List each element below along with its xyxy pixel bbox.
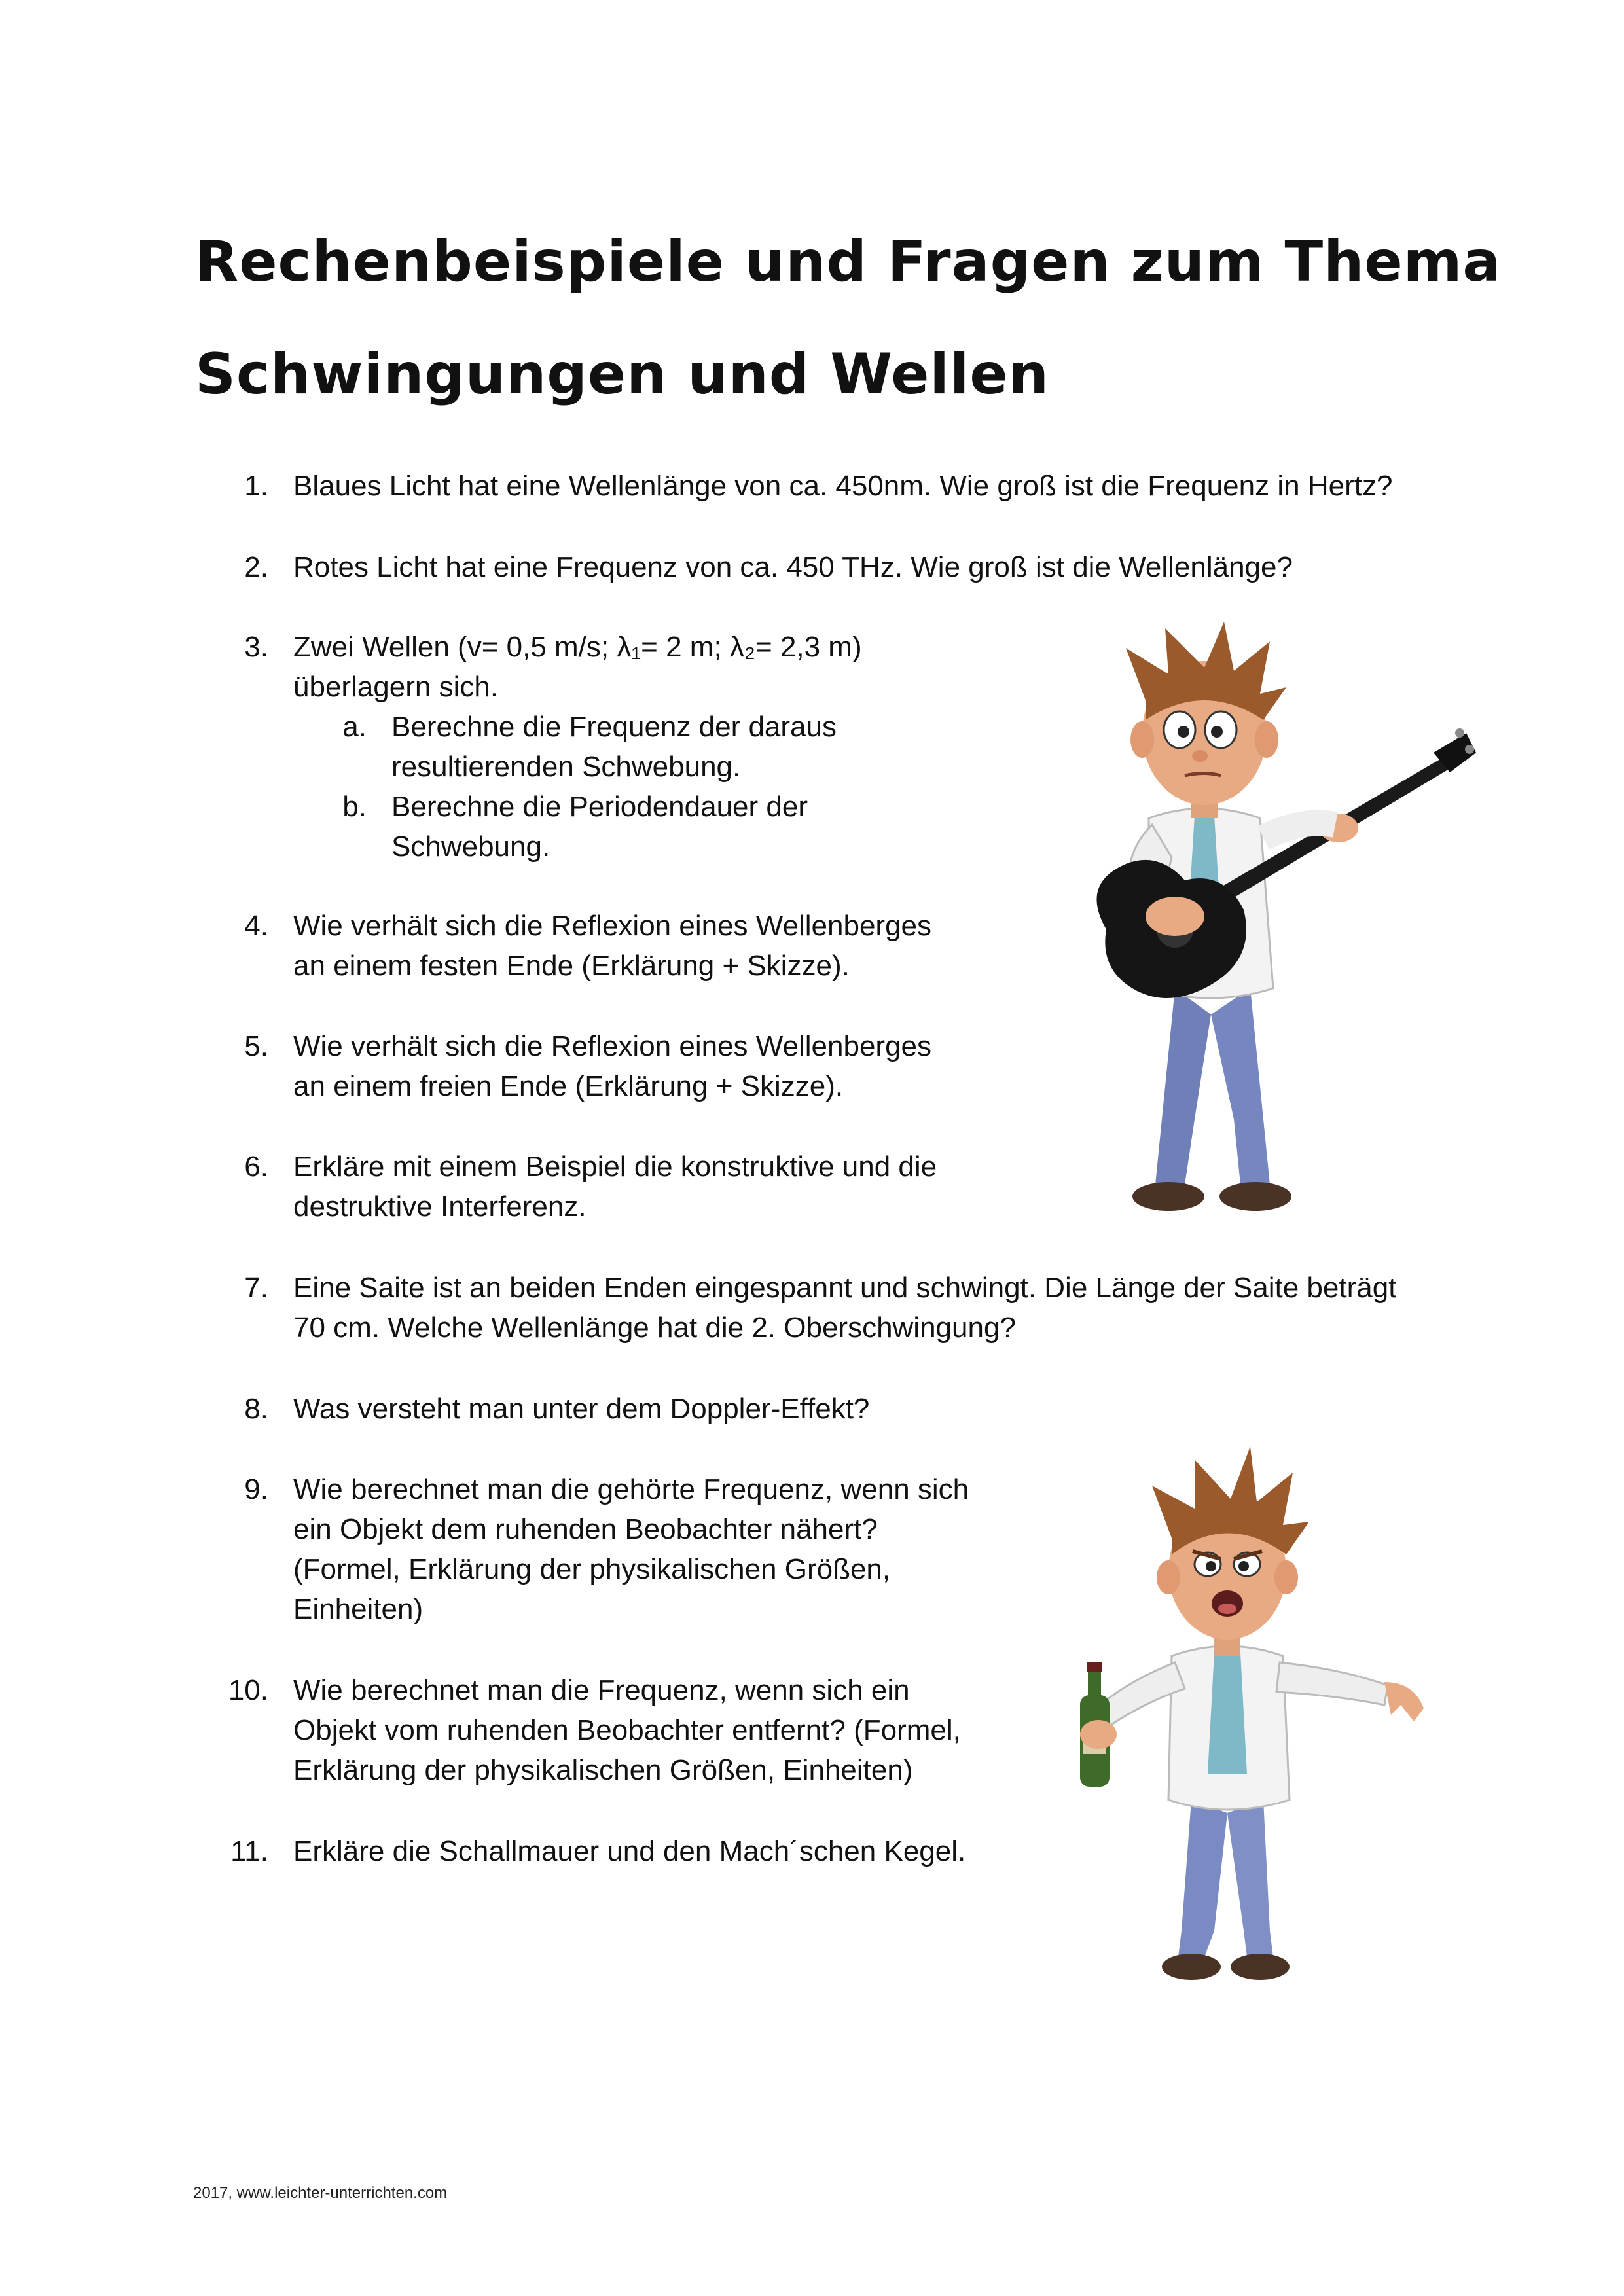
footer-copyright: 2017, www.leichter-unterrichten.com — [193, 2184, 448, 2202]
question-text: Erklärung der physikalischen Größen, Einheiten) — [293, 1754, 913, 1786]
question-text: Erkläre mit einem Beispiel die konstruktive und die — [293, 1151, 937, 1183]
question-number: 10. — [228, 1674, 268, 1706]
question-number: 5. — [244, 1030, 268, 1062]
question-text: Erkläre die Schallmauer und den Mach´schen Kegel. — [293, 1835, 966, 1867]
question-number: 4. — [244, 910, 268, 942]
question-number: 2. — [244, 551, 268, 583]
question-text: Wie verhält sich die Reflexion eines Wellenberges — [293, 910, 932, 942]
subquestion-text: Schwebung. — [391, 831, 550, 863]
subquestion-text: Berechne die Periodendauer der — [391, 791, 808, 823]
question-number: 8. — [244, 1393, 268, 1425]
question-text: Eine Saite ist an beiden Enden eingespannt und schwingt. Die Länge der Saite beträgt — [293, 1272, 1397, 1304]
scientist-with-bottle-illustration — [1047, 1433, 1466, 1996]
guitar-player-illustration — [1008, 622, 1479, 1224]
subquestion-text: Berechne die Frequenz der daraus — [391, 711, 837, 743]
question-text: Wie berechnet man die gehörte Frequenz, wenn sich — [293, 1473, 969, 1505]
question-text: 70 cm. Welche Wellenlänge hat die 2. Oberschwingung? — [293, 1312, 1016, 1344]
question-text: (Formel, Erklärung der physikalischen Größen, — [293, 1553, 891, 1585]
question-text: ein Objekt dem ruhenden Beobachter nähert? — [293, 1513, 878, 1545]
question-text: Rotes Licht hat eine Frequenz von ca. 450 THz. Wie groß ist die Wellenlänge? — [293, 551, 1293, 583]
question-number: 9. — [244, 1473, 268, 1505]
question-text: an einem festen Ende (Erklärung + Skizze). — [293, 950, 850, 982]
document-title-line-1: Rechenbeispiele und Fragen zum Thema — [195, 229, 1502, 295]
subquestion-letter: b. — [342, 791, 367, 823]
question-text: destruktive Interferenz. — [293, 1191, 586, 1223]
question-text: Zwei Wellen (v= 0,5 m/s; λ₁= 2 m; λ₂= 2,3 m) — [293, 631, 862, 663]
question-number: 6. — [244, 1151, 268, 1183]
document-title-line-2: Schwingungen und Wellen — [195, 342, 1049, 407]
subquestion-text: resultierenden Schwebung. — [391, 751, 741, 783]
question-text: Blaues Licht hat eine Wellenlänge von ca. 450nm. Wie groß ist die Frequenz in Hertz? — [293, 470, 1393, 502]
question-number: 3. — [244, 631, 268, 663]
question-text: Wie berechnet man die Frequenz, wenn sich ein — [293, 1674, 910, 1706]
question-text: Wie verhält sich die Reflexion eines Wellenberges — [293, 1030, 932, 1062]
question-number: 11. — [230, 1835, 268, 1867]
question-number: 1. — [244, 470, 268, 502]
question-text: an einem freien Ende (Erklärung + Skizze). — [293, 1070, 844, 1102]
question-text: Objekt vom ruhenden Beobachter entfernt? (Formel, — [293, 1714, 961, 1746]
subquestion-letter: a. — [342, 711, 367, 743]
question-number: 7. — [244, 1272, 268, 1304]
question-text: überlagern sich. — [293, 671, 499, 703]
question-text: Was versteht man unter dem Doppler-Effekt? — [293, 1393, 870, 1425]
question-text: Einheiten) — [293, 1593, 424, 1625]
